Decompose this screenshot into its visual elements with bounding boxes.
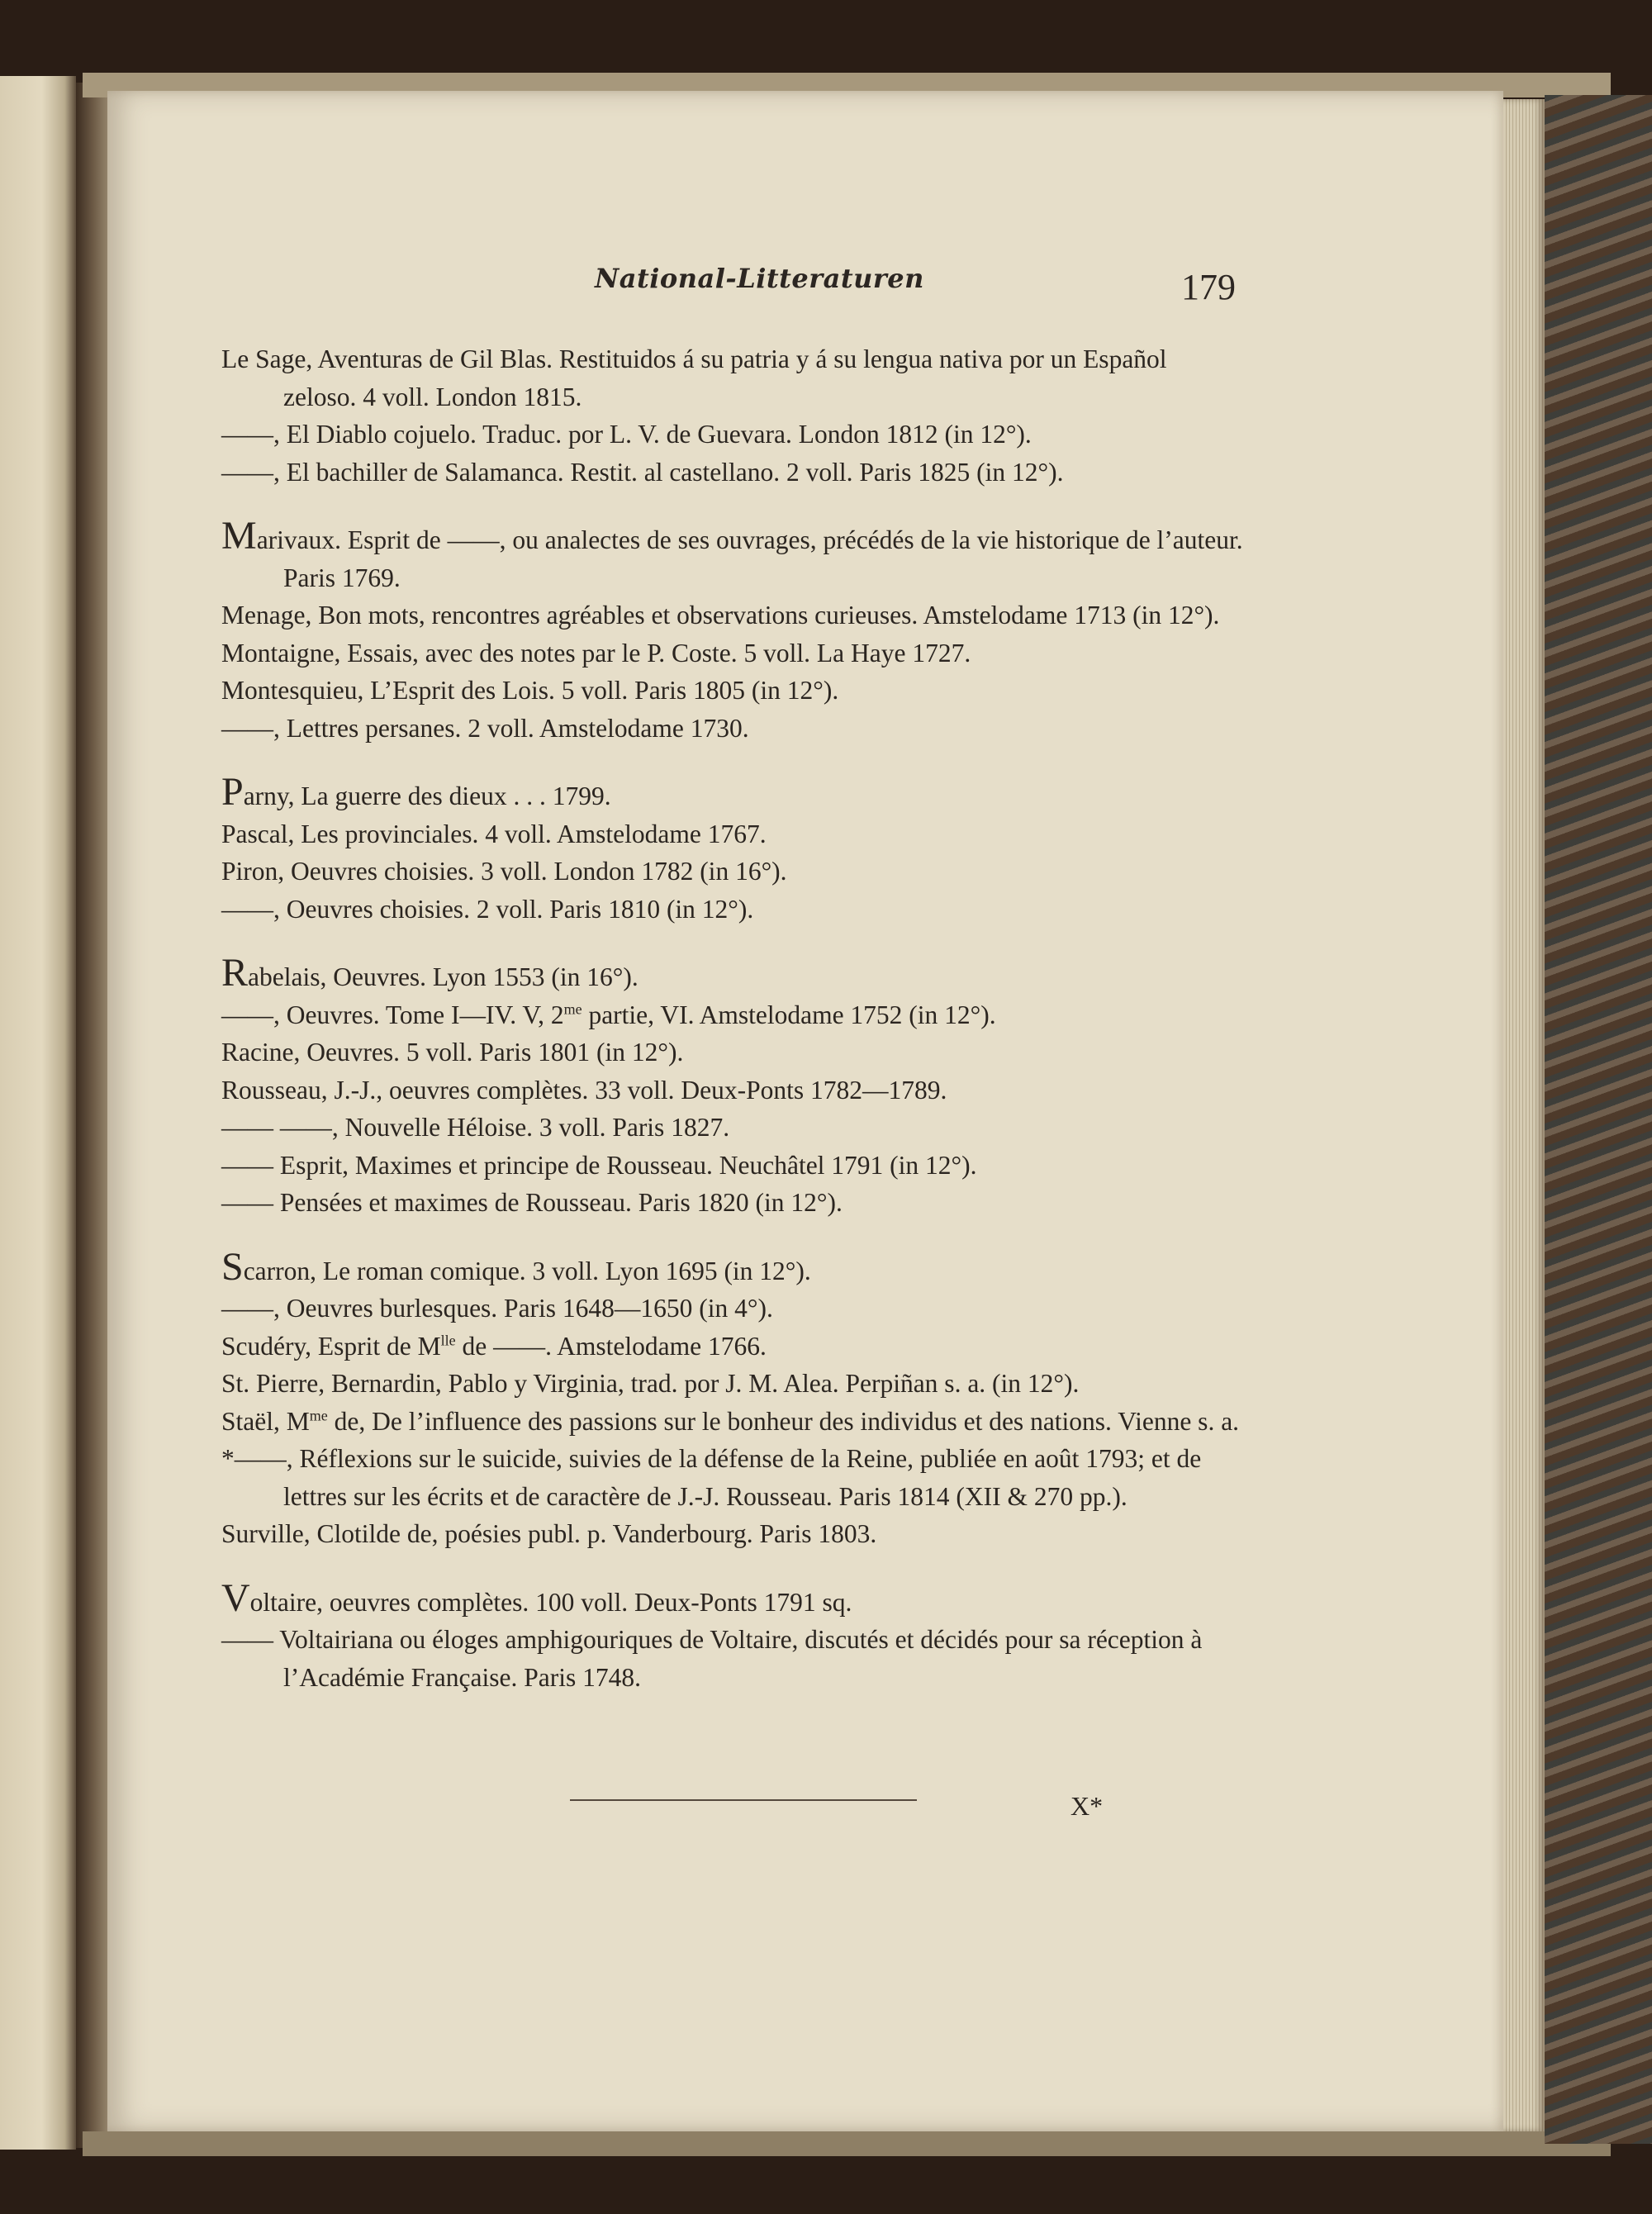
bibliography-entry: ——, Oeuvres burlesques. Paris 1648—1650 (in 4°). (221, 1294, 773, 1323)
bibliography-entry: Piron, Oeuvres choisies. 3 voll. London 1782 (in 16°). (221, 857, 787, 886)
bibliography-entry: Menage, Bon mots, rencontres agréables et observations curieuses. Amstelodame 1713 (in 12°). (221, 601, 1220, 630)
bibliography-entry: Rabelais, Oeuvres. Lyon 1553 (in 16°). (221, 951, 638, 995)
bibliography-entry: *——, Réflexions sur le suicide, suivies de la défense de la Reine, publiée en août 1793; et de lettres sur les écrits et de caractère de J.-J. Rousseau. Paris 1814 (XII & 270 pp.). (221, 1444, 1202, 1511)
bibliography-entry: Parny, La guerre des dieux . . . 1799. (221, 770, 611, 814)
bibliography-entry: ——, Oeuvres. Tome I—IV. V, $2^{me}$ partie, VI. Amstelodame 1752 (in 12°). (221, 1000, 996, 1029)
page-number: 179 (1181, 267, 1236, 307)
bibliography-entry: Le Sage, Aventuras de Gil Blas. Restituidos á su patria y á su lengua nativa por un Español zeloso. 4 voll. London 1815. (221, 344, 1167, 411)
bibliography-entry: Rousseau, J.-J., oeuvres complètes. 33 voll. Deux-Ponts 1782—1789. (221, 1075, 947, 1105)
bibliography-entry: —— ——, Nouvelle Héloise. 3 voll. Paris 1827. (221, 1113, 730, 1142)
footer-rule (570, 1799, 917, 1801)
bibliography-entry: Scudéry, Esprit de $M^{lle}$ de ——. Amstelodame 1766. (221, 1331, 767, 1361)
bibliography-entry: ——, Lettres persanes. 2 voll. Amstelodame 1730. (221, 713, 749, 743)
running-head: National-Litteraturen (595, 263, 924, 294)
bibliography-entry: St. Pierre, Bernardin, Pablo y Virginia, trad. por J. M. Alea. Perpiñan s. a. (in 12°). (221, 1369, 1080, 1398)
bibliography-entry: Pascal, Les provinciales. 4 voll. Amstelodame 1767. (221, 819, 767, 848)
bibliography-entry: —— Pensées et maximes de Rousseau. Paris 1820 (in 12°). (221, 1188, 843, 1217)
bibliography-entry: Montaigne, Essais, avec des notes par le P. Coste. 5 voll. La Haye 1727. (221, 638, 971, 668)
marbled-cover (1545, 95, 1652, 2144)
bibliography-list (221, 340, 1246, 1696)
page-bottom-edge (83, 2131, 1611, 2156)
bibliography-entry: Montesquieu, L’Esprit des Lois. 5 voll. Paris 1805 (in 12°). (221, 676, 839, 705)
left-page-edge (0, 76, 76, 2150)
bibliography-entry: Marivaux. Esprit de ——, ou analectes de ses ouvrages, précédés de la vie historique de l’auteur. Paris 1769. (221, 514, 1243, 592)
bibliography-entry: Racine, Oeuvres. 5 voll. Paris 1801 (in 12°). (221, 1038, 684, 1067)
bibliography-entry: ——, Oeuvres choisies. 2 voll. Paris 1810 (in 12°). (221, 894, 754, 924)
bibliography-entry: ——, El Diablo cojuelo. Traduc. por L. V. de Guevara. London 1812 (in 12°). (221, 420, 1032, 449)
signature-mark: X* (1070, 1791, 1104, 1821)
bibliography-entry: Surville, Clotilde de, poésies publ. p. Vanderbourg. Paris 1803. (221, 1519, 877, 1548)
bibliography-entry: Scarron, Le roman comique. 3 voll. Lyon 1695 (in 12°). (221, 1244, 811, 1289)
bibliography-entry: ——, El bachiller de Salamanca. Restit. al castellano. 2 voll. Paris 1825 (in 12°). (221, 457, 1064, 487)
bibliography-entry: Voltaire, oeuvres complètes. 100 voll. Deux-Ponts 1791 sq. (221, 1575, 852, 1620)
bibliography-entry: —— Voltairiana ou éloges amphigouriques de Voltaire, discutés et décidés pour sa réception à l’Académie Française. Paris 1748. (221, 1625, 1203, 1692)
bibliography-entry: —— Esprit, Maximes et principe de Rousseau. Neuchâtel 1791 (in 12°). (221, 1150, 977, 1180)
bibliography-entry: Staël, $M^{me}$ de, De l’influence des passions sur le bonheur des individus et des nations. Vienne s. a. (221, 1406, 1240, 1436)
